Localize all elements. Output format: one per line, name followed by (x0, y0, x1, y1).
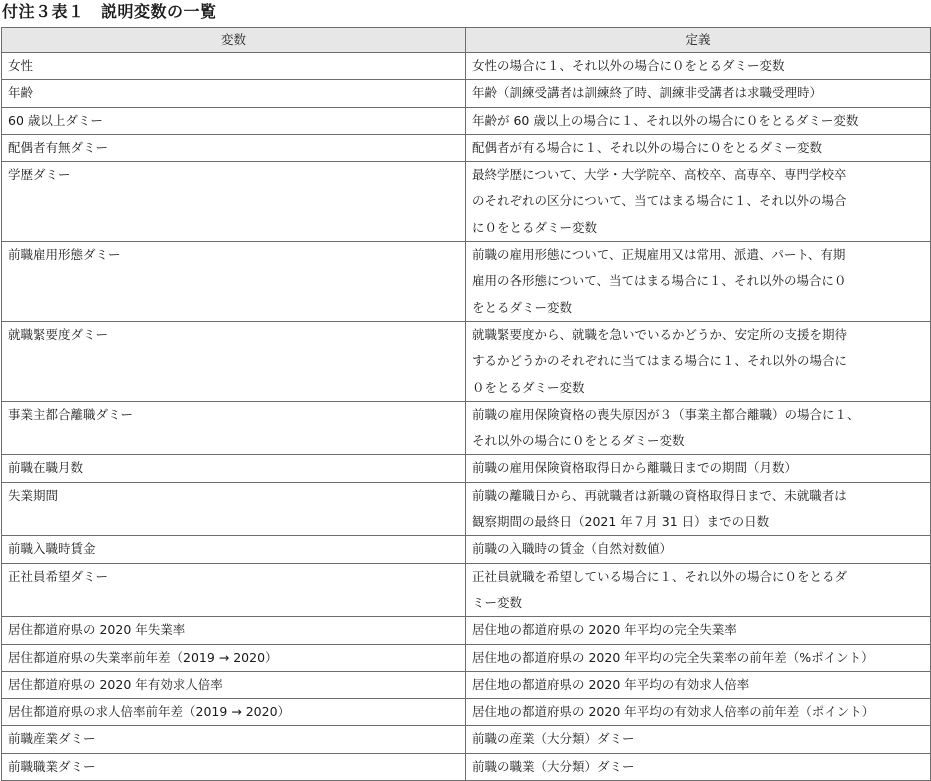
table-row (2, 726, 931, 753)
variable-cell: 女性 (2, 53, 466, 80)
table-row (2, 242, 931, 322)
definition-cell: 年齢（訓練受講者は訓練終了時、訓練非受講者は求職受理時） (466, 80, 931, 107)
variable-cell: 就職緊要度ダミー (2, 321, 466, 401)
variable-cell: 配偶者有無ダミー (2, 134, 466, 161)
variable-cell: 正社員希望ダミー (2, 563, 466, 617)
definition-cell: 前職の雇用形態について、正規雇用又は常用、派遣、パート、有期 雇用の各形態について、当てはまる場合に１、それ以外の場合に０ をとるダミー変数 (466, 242, 931, 322)
header-definition: 定義 (466, 28, 931, 53)
variable-cell: 居住都道府県の失業率前年差（2019 → 2020） (2, 644, 466, 671)
variable-cell: 前職雇用形態ダミー (2, 242, 466, 322)
definition-cell: 居住地の都道府県の 2020 年平均の完全失業率の前年差（%ポイント） (466, 644, 931, 671)
table-row (2, 107, 931, 134)
table-row (2, 563, 931, 617)
table-row (2, 753, 931, 780)
table-row (2, 134, 931, 161)
definition-cell: 居住地の都道府県の 2020 年平均の有効求人倍率 (466, 671, 931, 698)
table-title: 付注３表１ 説明変数の一覧 (2, 2, 217, 21)
definition-cell: 最終学歴について、大学・大学院卒、高校卒、高専卒、専門学校卒 のそれぞれの区分について、当てはまる場合に１、それ以外の場合 に０をとるダミー変数 (466, 162, 931, 242)
table-row (2, 455, 931, 482)
variable-cell: 60 歳以上ダミー (2, 107, 466, 134)
definition-cell: 正社員就職を希望している場合に１、それ以外の場合に０をとるダ ミー変数 (466, 563, 931, 617)
definition-cell: 居住地の都道府県の 2020 年平均の有効求人倍率の前年差（ポイント） (466, 699, 931, 726)
definition-cell: 年齢が 60 歳以上の場合に１、それ以外の場合に０をとるダミー変数 (466, 107, 931, 134)
variables-table (1, 27, 931, 781)
table-row (2, 671, 931, 698)
definition-cell: 前職の離職日から、再就職者は新職の資格取得日まで、未就職者は 観察期間の最終日（2021 年７月 31 日）までの日数 (466, 482, 931, 536)
variable-cell: 居住都道府県の 2020 年失業率 (2, 617, 466, 644)
definition-cell: 前職の入職時の賃金（自然対数値） (466, 536, 931, 563)
header-row (2, 28, 931, 53)
table-row (2, 699, 931, 726)
variable-cell: 年齢 (2, 80, 466, 107)
variable-cell: 前職在職月数 (2, 455, 466, 482)
variable-cell: 学歴ダミー (2, 162, 466, 242)
definition-cell: 配偶者が有る場合に１、それ以外の場合に０をとるダミー変数 (466, 134, 931, 161)
variable-cell: 前職入職時賃金 (2, 536, 466, 563)
definition-cell: 前職の産業（大分類）ダミー (466, 726, 931, 753)
table-row (2, 162, 931, 242)
header-variable: 変数 (2, 28, 466, 53)
variable-cell: 前職産業ダミー (2, 726, 466, 753)
table-row (2, 321, 931, 401)
table-row (2, 482, 931, 536)
definition-cell: 就職緊要度から、就職を急いでいるかどうか、安定所の支援を期待 するかどうかのそれぞれに当てはまる場合に１、それ以外の場合に ０をとるダミー変数 (466, 321, 931, 401)
definition-cell: 居住地の都道府県の 2020 年平均の完全失業率 (466, 617, 931, 644)
variable-cell: 事業主都合離職ダミー (2, 401, 466, 455)
definition-cell: 前職の職業（大分類）ダミー (466, 753, 931, 780)
table-row (2, 53, 931, 80)
variable-cell: 失業期間 (2, 482, 466, 536)
definition-cell: 前職の雇用保険資格の喪失原因が３（事業主都合離職）の場合に１、 それ以外の場合に０をとるダミー変数 (466, 401, 931, 455)
variable-cell: 居住都道府県の求人倍率前年差（2019 → 2020） (2, 699, 466, 726)
table-row (2, 644, 931, 671)
table-row (2, 80, 931, 107)
variable-cell: 居住都道府県の 2020 年有効求人倍率 (2, 671, 466, 698)
table-row (2, 536, 931, 563)
variable-cell: 前職職業ダミー (2, 753, 466, 780)
definition-cell: 前職の雇用保険資格取得日から離職日までの期間（月数） (466, 455, 931, 482)
definition-cell: 女性の場合に１、それ以外の場合に０をとるダミー変数 (466, 53, 931, 80)
table-row (2, 617, 931, 644)
table-row (2, 401, 931, 455)
